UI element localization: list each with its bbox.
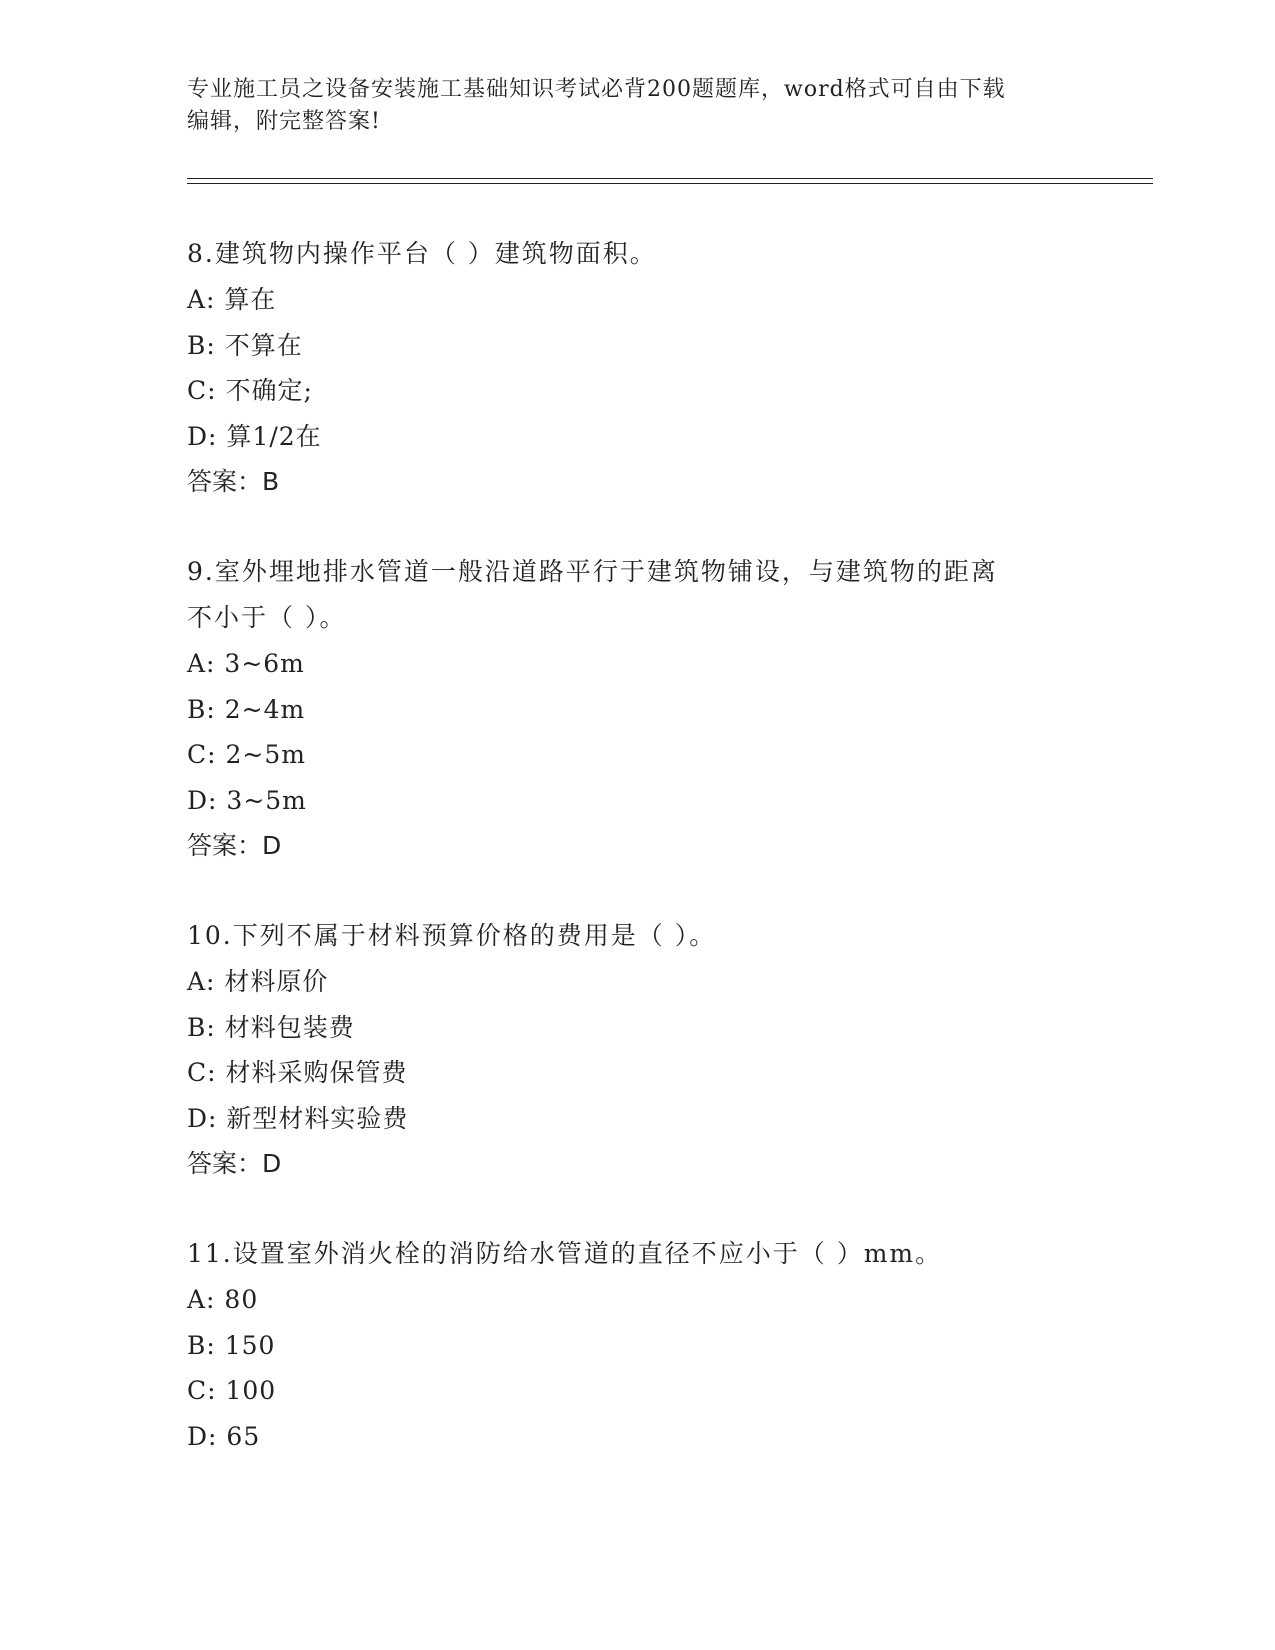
question-stem: 11.设置室外消火栓的消防给水管道的直径不应小于（ ）mm。: [187, 1239, 943, 1268]
option-a: A: 3~6m: [187, 649, 305, 678]
question-8: [187, 231, 1087, 504]
question-10: [187, 913, 1087, 1186]
option-c: C: 材料采购保管费: [187, 1058, 408, 1087]
option-b: B: 2~4m: [187, 694, 306, 724]
question-stem: 8.建筑物内操作平台（ ）建筑物面积。: [187, 239, 657, 268]
option-b: B: 150: [187, 1330, 276, 1360]
header-line-1: 专业施工员之设备安装施工基础知识考试必背200题题库，word格式可自由下载: [187, 77, 1006, 102]
question-stem: 9.室外埋地排水管道一般沿道路平行于建筑物铺设，与建筑物的距离: [187, 557, 998, 586]
header-line-2: 编辑，附完整答案!: [187, 109, 381, 134]
answer-line: 答案：D: [187, 1149, 282, 1178]
question-stem-continued: 不小于（ ）。: [187, 603, 347, 632]
option-a: A: 算在: [187, 285, 277, 314]
option-d: D: 算1/2在: [187, 421, 322, 451]
option-c: C: 100: [187, 1376, 277, 1405]
header-divider-bottom: [187, 183, 1153, 184]
option-b: B: 材料包装费: [187, 1012, 355, 1042]
option-a: A: 材料原价: [187, 967, 329, 996]
header-divider-top: [187, 178, 1153, 179]
answer-line: 答案：D: [187, 831, 282, 860]
option-b: B: 不算在: [187, 330, 303, 360]
answer-line: 答案：B: [187, 467, 280, 496]
option-c: C: 2~5m: [187, 740, 306, 769]
option-d: D: 3~5m: [187, 785, 307, 815]
option-c: C: 不确定;: [187, 376, 313, 405]
option-a: A: 80: [187, 1285, 259, 1314]
option-d: D: 新型材料实验费: [187, 1103, 409, 1133]
question-list: [187, 231, 1087, 1504]
option-d: D: 65: [187, 1421, 261, 1451]
question-stem: 10.下列不属于材料预算价格的费用是（ ）。: [187, 921, 717, 950]
question-11: [187, 1231, 1087, 1459]
document-header: [187, 74, 1087, 138]
question-9: [187, 549, 1087, 868]
